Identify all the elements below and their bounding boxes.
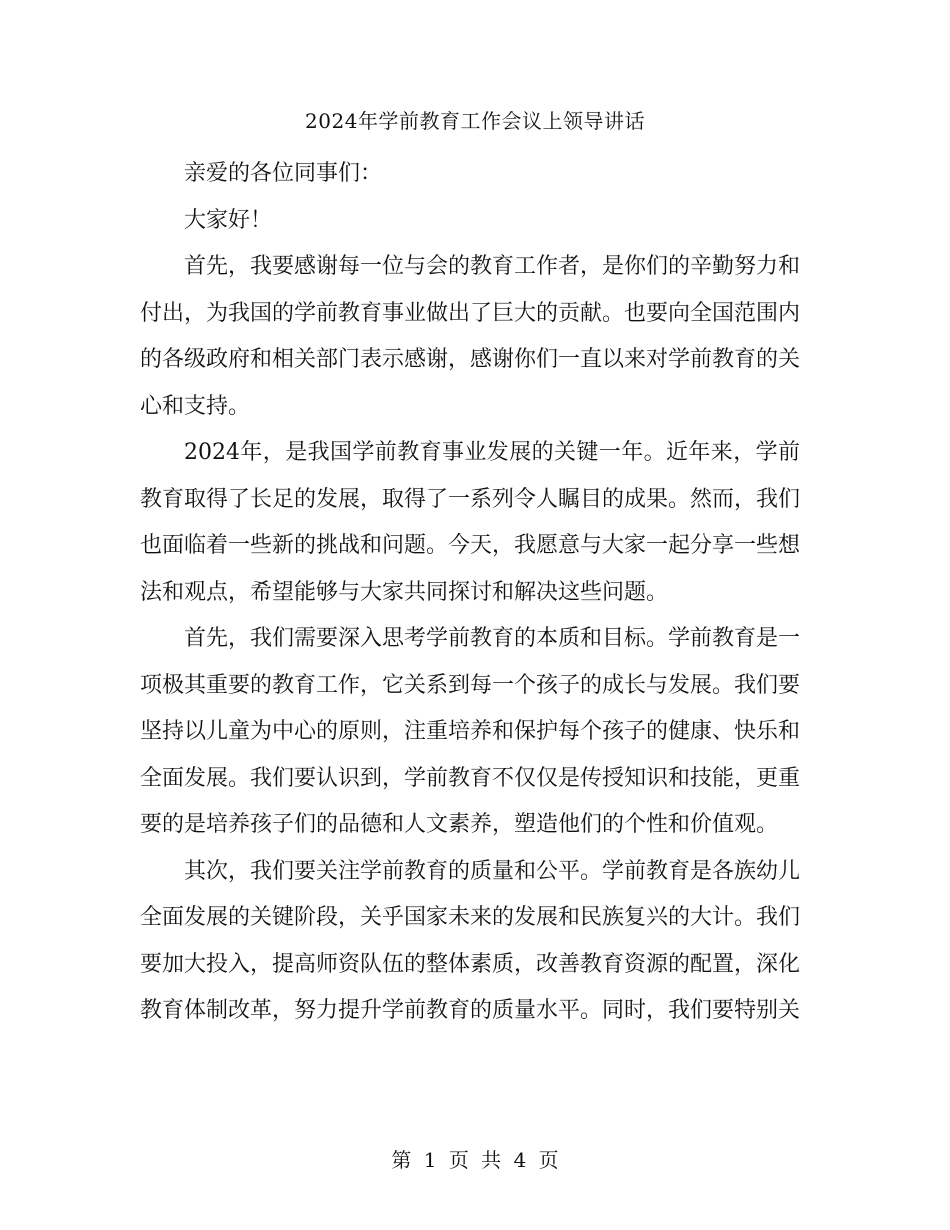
paragraph-essence: 首先，我们需要深入思考学前教育的本质和目标。学前教育是一项极其重要的教育工作，它关系到每一个孩子的成长与发展。我们要坚持以儿童为中心的原则，注重培养和保护每个孩子的健康、快乐和全面发展。我们要认识到，学前教育不仅仅是传授知识和技能，更重要的是培养孩子们的品德和人文素养，塑造他们的个性和价值观。: [140, 626, 801, 837]
paragraph-quality: 其次，我们要关注学前教育的质量和公平。学前教育是各族幼儿全面发展的关键阶段，关乎国家未来的发展和民族复兴的大计。我们要加大投入，提高师资队伍的整体素质，改善教育资源的配置，深化教育体制改革，努力提升学前教育的质量水平。同时，我们要特别关: [140, 858, 801, 1023]
salutation: 亲爱的各位同事们：: [184, 161, 383, 186]
page-footer: 第 1 页 共 4 页: [391, 1148, 559, 1172]
paragraph-2024: 2024年，是我国学前教育事业发展的关键一年。近年来，学前教育取得了长足的发展，取得了一系列令人瞩目的成果。然而，我们也面临着一些新的挑战和问题。今天，我愿意与大家一起分享一些想法和观点，希望能够与大家共同探讨和解决这些问题。: [140, 440, 801, 605]
paragraph-thanks: 首先，我要感谢每一位与会的教育工作者，是你们的辛勤努力和付出，为我国的学前教育事业做出了巨大的贡献。也要向全国范围内的各级政府和相关部门表示感谢，感谢你们一直以来对学前教育的关心和支持。: [140, 254, 801, 419]
greeting: 大家好！: [184, 207, 273, 233]
document-title: 2024年学前教育工作会议上领导讲话: [305, 109, 645, 133]
document-body: [140, 151, 800, 1035]
